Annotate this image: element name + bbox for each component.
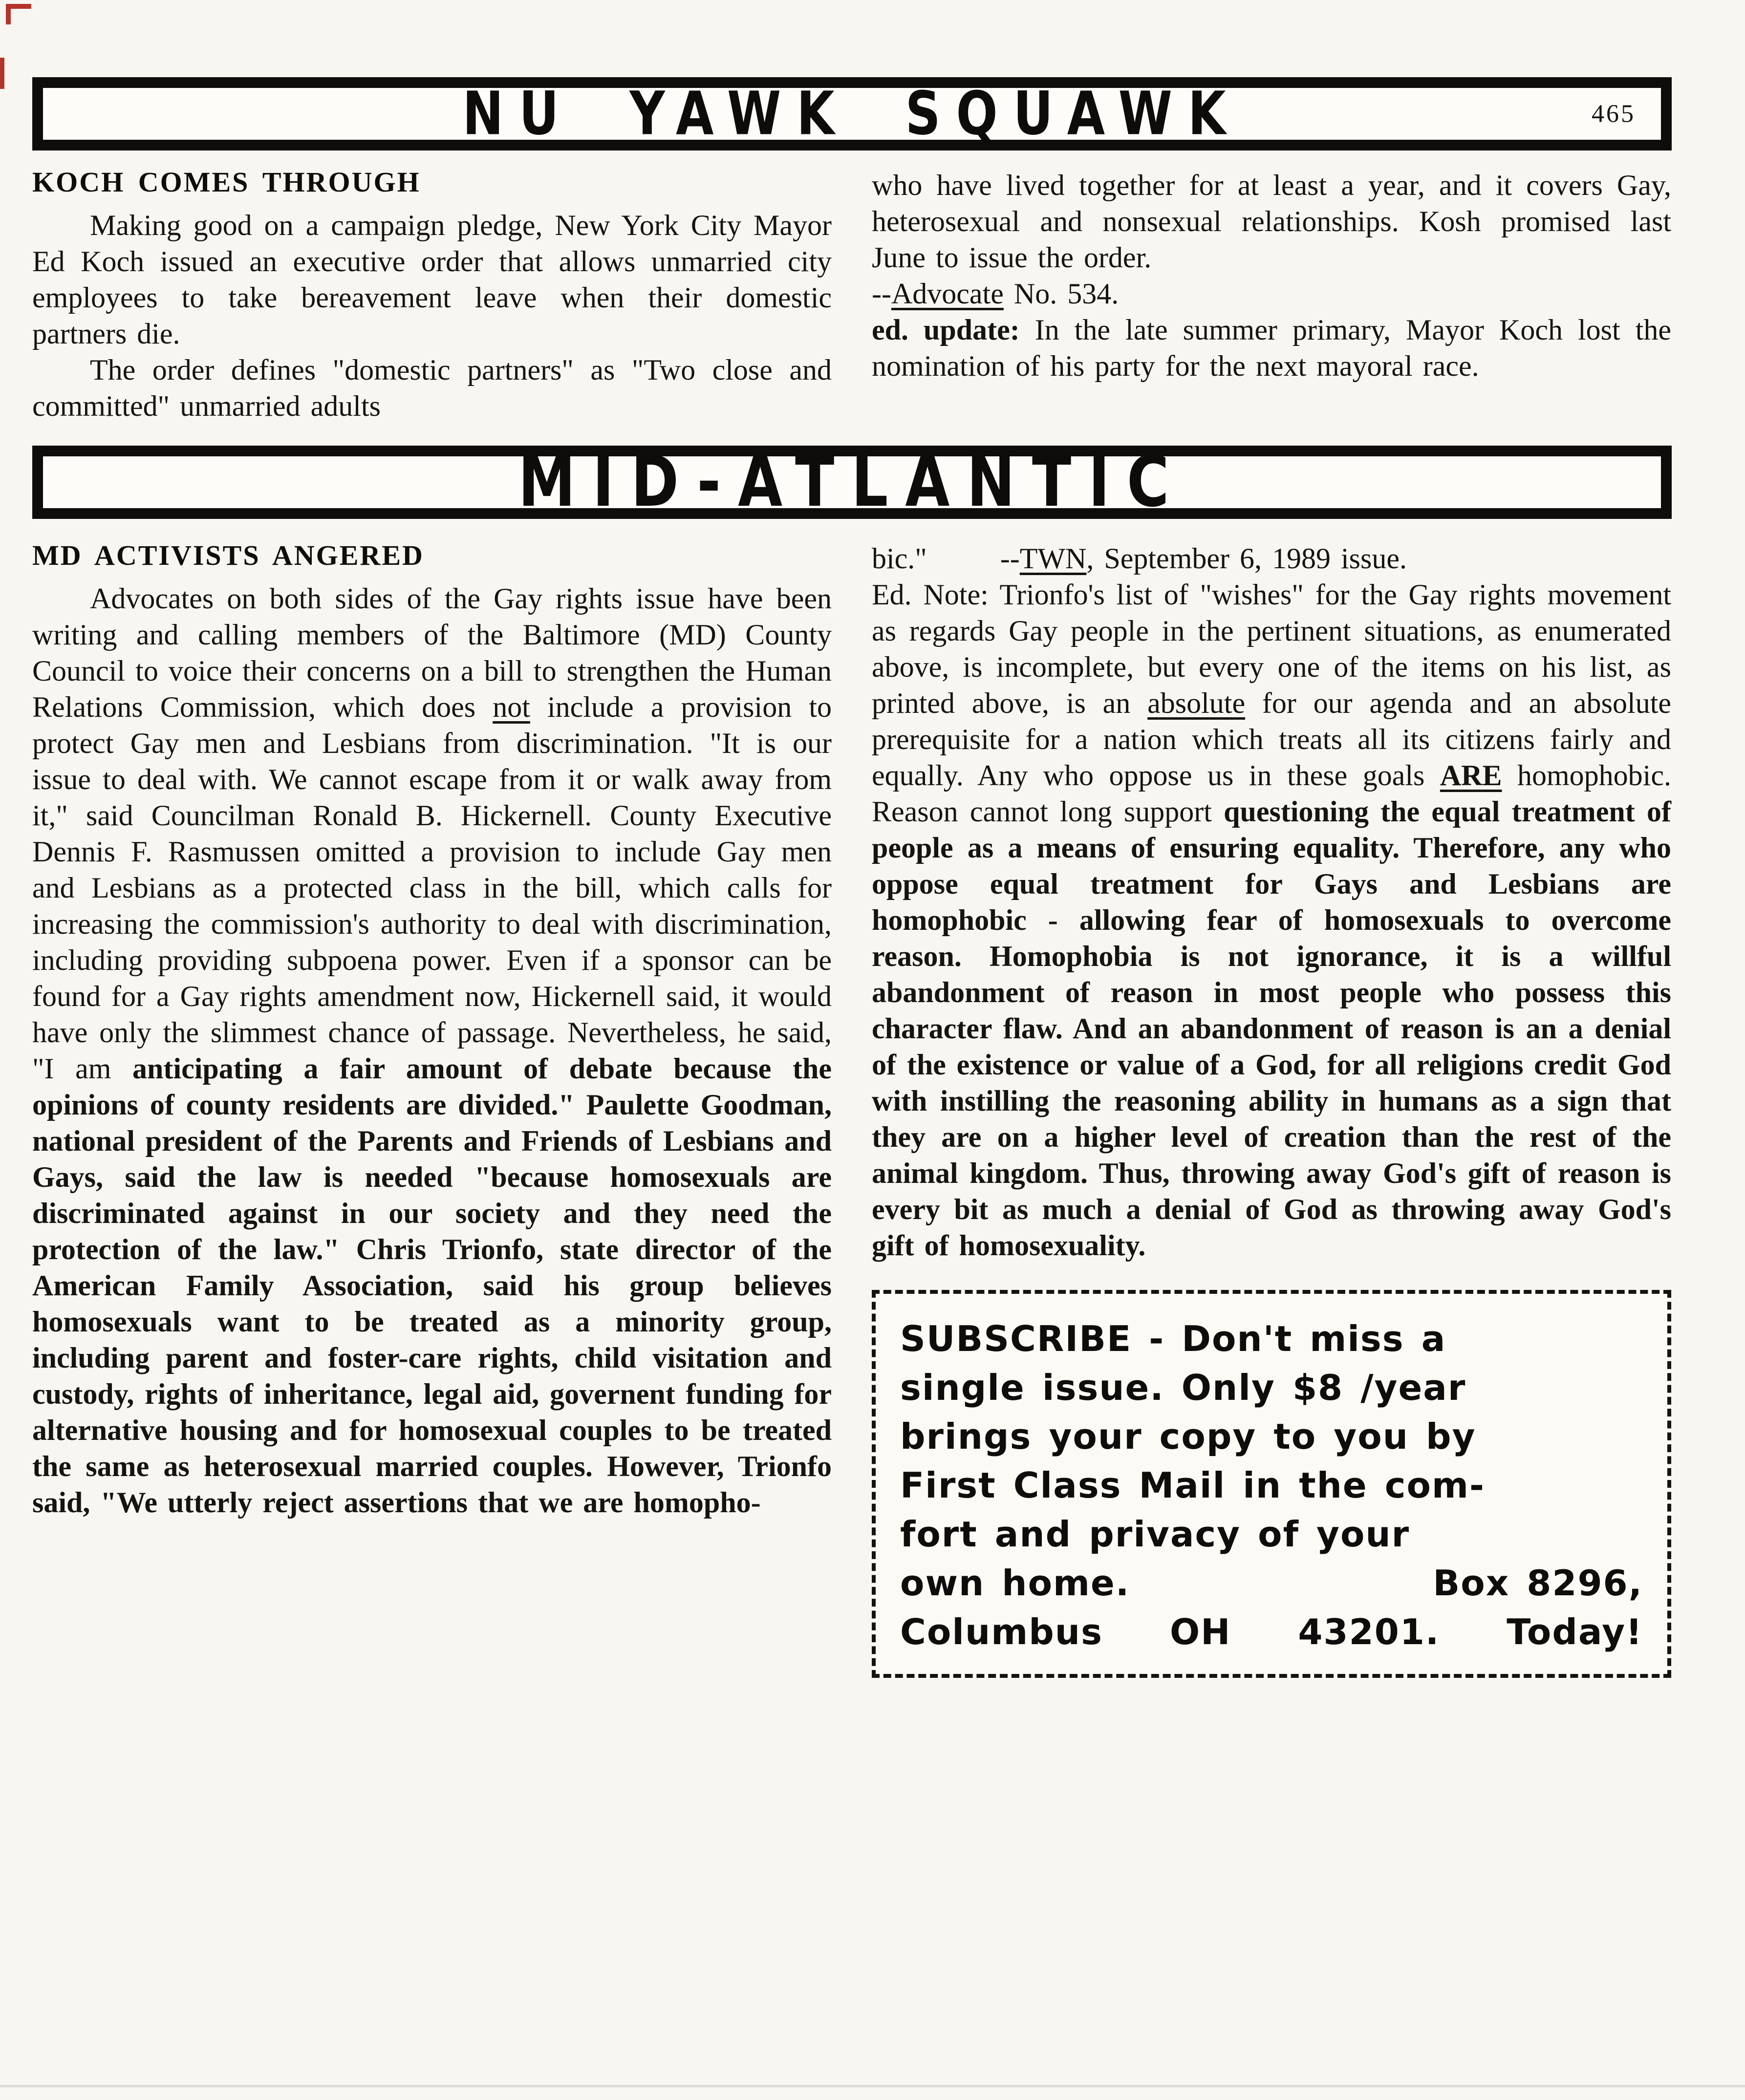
editor-update — [872, 312, 1671, 384]
subscribe-line: single issue. Only $8 /year — [900, 1367, 1466, 1408]
citation-source-name: TWN — [1019, 542, 1087, 575]
paragraph-text: for our agenda and an absolute prerequisite for a nation which treats all its citizens fairly and equally. Any who oppose us in these goals — [872, 687, 1671, 792]
scan-artifact-edge — [0, 58, 4, 89]
paragraph-text-bold: questioning the equal treatment of people as a means of ensuring equality. Therefore, any who oppose equal treatment for Gays and Lesbians are homophobic - allowing fear of homosexuals to overcome reason. Homophobia is not ignorance, it is a willful abandonment of reason in most people who possess this character flaw. And an abandonment of reason is an a denial of the existence or value of a God, for all religions credit God with instilling the reasoning ability in humans as a sign that they are on a higher level of creation than the rest of the animal kingdom. Thus, throwing away God's gift of reason is every bit as much a denial of God as throwing away God's gift of homosexuality. — [872, 795, 1671, 1262]
koch-article-left-column — [32, 167, 832, 424]
continuation-and-citation — [872, 540, 1671, 577]
banner-title: MID-ATLANTIC — [518, 441, 1186, 523]
subscribe-ad-box — [872, 1290, 1671, 1678]
koch-article-right-column — [872, 167, 1671, 424]
underlined-word: absolute — [1147, 687, 1246, 719]
paragraph-text: include a provision to protect Gay men and Lesbians from discrimination. "It is our issue to deal with. We cannot escape from it or walk away from it," said Councilman Ronald B. Hickernell. County Executive Dennis F. Rasmussen omitted a provision to include Gay men and Lesbians as a protected class in the bill, which calls for increasing the commission's authority to deal with discrimination, including providing subpoena power. Even if a sponsor can be found for a Gay rights amendment now, Hickernell said, it would have only the slimmest chance of passage. Nevertheless, he said, "I am — [32, 691, 832, 1085]
scan-edge-line — [0, 2085, 1745, 2087]
banner-title: NU YAWK SQUAWK — [462, 79, 1242, 149]
paragraph-text: bic." — [872, 542, 927, 575]
paragraph — [32, 207, 832, 352]
md-article — [32, 540, 1672, 1678]
subscribe-line: SUBSCRIBE - Don't miss a — [900, 1318, 1446, 1359]
citation-rest: No. 534. — [1003, 278, 1119, 310]
paragraph — [872, 167, 1671, 276]
paragraph-text: Making good on a campaign pledge, New York City Mayor Ed Koch issued an executive order that allows unmarried city employees to take bereavement leave when their domestic partners die. — [32, 209, 832, 350]
md-article-right-column — [872, 540, 1671, 1678]
section-banner-mid-atlantic — [32, 441, 1672, 523]
subscribe-address-line: Columbus OH 43201. Today! — [900, 1611, 1643, 1652]
page-number: 465 — [1592, 100, 1636, 128]
paragraph-text-bold: anticipating a fair amount of debate because the opinions of county residents are divided." Paulette Goodman, national president of the Parents and Friends of Lesbians and Gays, said the law is needed "because homosexuals are discriminated against in our society and they need the protection of the law." Chris Trionfo, state director of the American Family Association, said his group believes homosexuals want to be treated as a minority group, including parent and foster-care rights, child visitation and custody, rights of inheritance, legal aid, governent funding for alternative housing and for homosexual couples to be treated the same as heterosexual married couples. However, Trionfo said, "We utterly reject assertions that we are homopho- — [32, 1052, 832, 1519]
citation-dashes: -- — [872, 278, 891, 310]
paragraph-text: homophobic. Reason cannot long support — [872, 759, 1671, 828]
scan-artifact-corner — [6, 4, 31, 9]
citation-rest: , September 6, 1989 issue. — [1086, 542, 1407, 575]
paragraph-text: Advocates on both sides of the Gay rights issue have been writing and calling members of the Baltimore (MD) County Council to voice their concerns on a bill to strengthen the Human Relations Commission, which does — [32, 582, 832, 723]
citation-dashes: -- — [1000, 542, 1020, 575]
paragraph — [32, 580, 832, 1521]
koch-article — [32, 167, 1672, 424]
subscribe-line — [900, 1559, 1643, 1607]
section-banner-nu-yawk-squawk — [32, 77, 1672, 150]
paragraph-text: who have lived together for at least a year, and it covers Gay, heterosexual and nonsexual relationships. Kosh promised last June to issue the order. — [872, 169, 1671, 274]
subscribe-line-left: own home. — [900, 1563, 1130, 1604]
source-citation — [872, 276, 1671, 312]
md-article-left-column — [32, 540, 832, 1678]
citation-source-name: Advocate — [891, 278, 1004, 310]
subscribe-po-box: Box 8296, — [1433, 1563, 1643, 1604]
underlined-word: not — [493, 691, 530, 723]
editor-update-text: In the late summer primary, Mayor Koch lost the nomination of his party for the next mayoral race. — [872, 314, 1671, 382]
article-heading: MD ACTIVISTS ANGERED — [32, 539, 424, 571]
paragraph — [32, 352, 832, 424]
subscribe-line: fort and privacy of your — [900, 1514, 1410, 1555]
paragraph-text: Ed. Note: Trionfo's list of "wishes" for the Gay rights movement as regards Gay people in the pertinent situations, as enumerated above, is incomplete, but every one of the items on his list, as printed above, is an — [872, 579, 1671, 719]
subscribe-line: First Class Mail in the com- — [900, 1465, 1485, 1506]
editor-note — [872, 577, 1671, 1264]
paragraph-text: The order defines "domestic partners" as "Two close and committed" unmarried adults — [32, 354, 832, 422]
editor-update-label: ed. update: — [872, 314, 1020, 346]
underlined-word: ARE — [1440, 759, 1502, 792]
subscribe-line: brings your copy to you by — [900, 1416, 1476, 1457]
article-heading: KOCH COMES THROUGH — [32, 166, 421, 198]
